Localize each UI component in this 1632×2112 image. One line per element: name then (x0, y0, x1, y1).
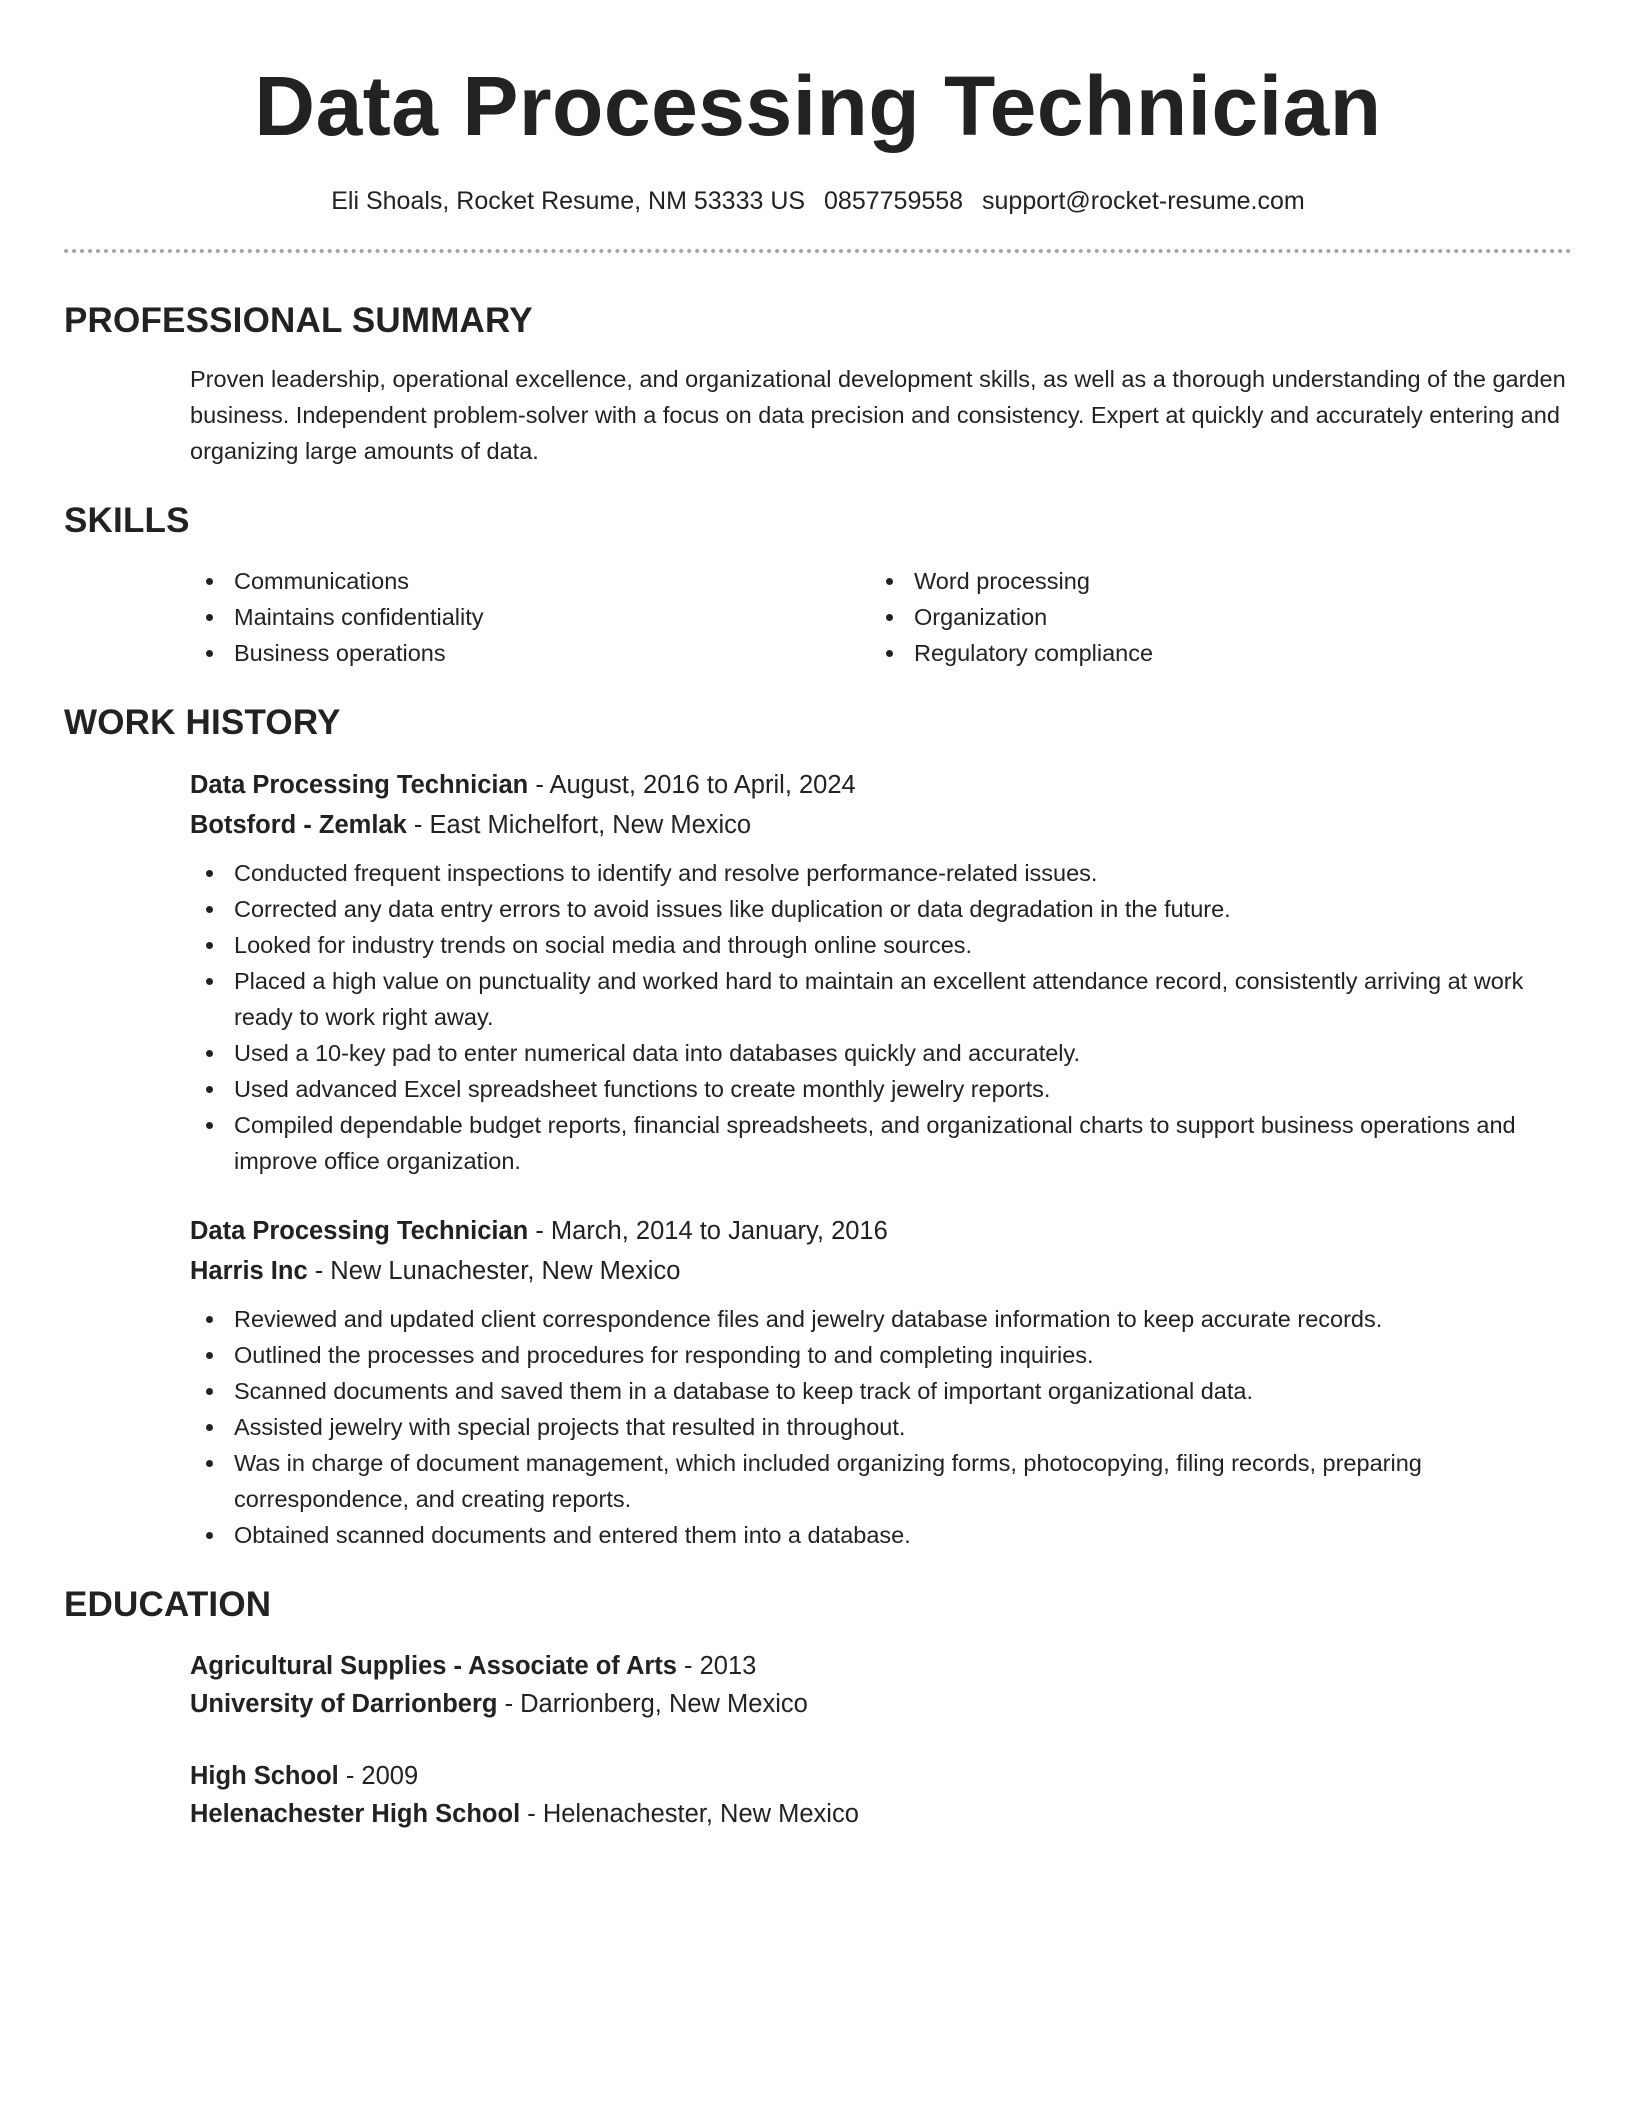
skill-item: Regulatory compliance (870, 635, 1550, 671)
job-dates: - August, 2016 to April, 2024 (528, 771, 856, 799)
job-bullet: Corrected any data entry errors to avoid issues like duplication or data degradation in the future. (190, 891, 1572, 927)
contact-phone: 0857759558 (824, 187, 964, 215)
job-bullet: Compiled dependable budget reports, financial spreadsheets, and organizational charts to support business operations and improve office organization. (190, 1107, 1572, 1179)
job-bullet: Reviewed and updated client correspondence files and jewelry database information to keep accurate records. (190, 1301, 1572, 1337)
education-school-line (190, 1795, 1572, 1833)
job-bullet: Assisted jewelry with special projects that resulted in throughout. (190, 1409, 1572, 1445)
job-company: Harris Inc (190, 1257, 308, 1285)
job-title: Data Processing Technician (190, 771, 529, 799)
education-school: Helenachester High School (190, 1800, 521, 1828)
summary-section (64, 299, 1572, 469)
education-location: - Helenachester, New Mexico (520, 1800, 859, 1828)
education-degree: Agricultural Supplies - Associate of Arts (190, 1652, 677, 1680)
job-bullets (190, 1301, 1572, 1553)
job-location: - East Michelfort, New Mexico (406, 811, 752, 839)
job-bullet: Looked for industry trends on social media and through online sources. (190, 927, 1572, 963)
skill-item: Word processing (870, 563, 1550, 599)
skill-item: Communications (190, 563, 870, 599)
job-bullet: Placed a high value on punctuality and worked hard to maintain an excellent attendance record, consistently arriving at work ready to work right away. (190, 963, 1572, 1035)
job-bullets (190, 855, 1572, 1179)
education-year: - 2013 (676, 1652, 757, 1680)
job-title-line (190, 765, 1572, 805)
job-company: Botsford - Zemlak (190, 811, 407, 839)
job-bullet: Was in charge of document management, which included organizing forms, photocopying, filing records, preparing correspondence, and creating reports. (190, 1445, 1572, 1517)
job-bullet: Obtained scanned documents and entered them into a database. (190, 1517, 1572, 1553)
job-bullet: Conducted frequent inspections to identify and resolve performance-related issues. (190, 855, 1572, 891)
summary-heading: PROFESSIONAL SUMMARY (64, 301, 533, 340)
education-degree: High School (190, 1762, 339, 1790)
contact-email: support@rocket-resume.com (982, 187, 1305, 215)
job-title-line (190, 1211, 1572, 1251)
skills-right-list (870, 563, 1550, 671)
contact-address: Eli Shoals, Rocket Resume, NM 53333 US (331, 187, 806, 215)
education-section (64, 1583, 1572, 1833)
education-degree-line (190, 1647, 1572, 1685)
skill-item: Maintains confidentiality (190, 599, 870, 635)
education-entry (190, 1757, 1572, 1833)
job-location: - New Lunachester, New Mexico (307, 1257, 681, 1285)
job-company-line (190, 805, 1572, 845)
education-school-line (190, 1685, 1572, 1723)
job-bullet: Outlined the processes and procedures for responding to and completing inquiries. (190, 1337, 1572, 1373)
skills-heading: SKILLS (64, 501, 190, 540)
education-degree-line (190, 1757, 1572, 1795)
job-title: Data Processing Technician (190, 1217, 529, 1245)
work-section (64, 701, 1572, 1553)
job-company-line (190, 1251, 1572, 1291)
job-entry (190, 765, 1572, 1179)
education-location: - Darrionberg, New Mexico (497, 1690, 808, 1718)
education-heading: EDUCATION (64, 1585, 272, 1624)
education-year: - 2009 (338, 1762, 419, 1790)
skills-grid (190, 563, 1572, 671)
skill-item: Organization (870, 599, 1550, 635)
education-entry (190, 1647, 1572, 1723)
skill-item: Business operations (190, 635, 870, 671)
job-bullet: Used advanced Excel spreadsheet functions to create monthly jewelry reports. (190, 1071, 1572, 1107)
resume-title: Data Processing Technician (254, 59, 1382, 153)
summary-text: Proven leadership, operational excellence, and organizational development skills, as well as a thorough understanding of the garden business. Independent problem-solver with a focus on data precision and consistency. Expert at quickly and accurately entering and organizing large amounts of data. (190, 366, 1566, 464)
education-school: University of Darrionberg (190, 1690, 498, 1718)
skills-left-list (190, 563, 870, 671)
job-dates: - March, 2014 to January, 2016 (528, 1217, 888, 1245)
job-bullet: Scanned documents and saved them in a database to keep track of important organizational data. (190, 1373, 1572, 1409)
header-divider (64, 249, 1572, 253)
job-bullet: Used a 10-key pad to enter numerical data into databases quickly and accurately. (190, 1035, 1572, 1071)
contact-line (64, 184, 1572, 218)
job-entry (190, 1211, 1572, 1553)
work-heading: WORK HISTORY (64, 703, 341, 742)
resume-page (64, 0, 1572, 1833)
skills-section (64, 499, 1572, 671)
